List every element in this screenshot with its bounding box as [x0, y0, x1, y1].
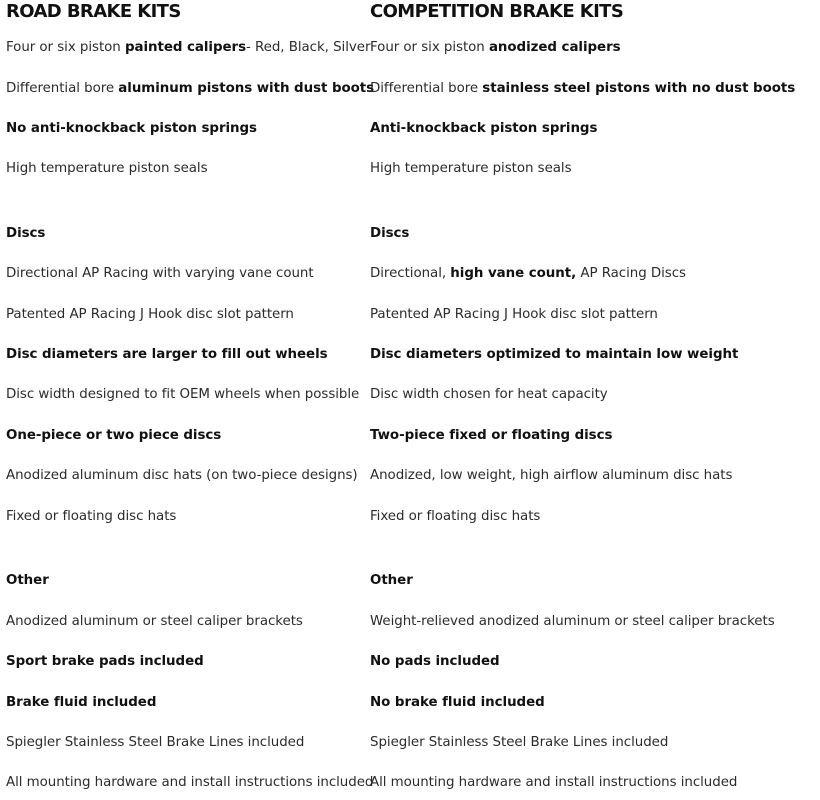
competition-other-heading: Other [370, 573, 413, 588]
competition-pads-item: No pads included [370, 654, 500, 669]
competition-directional-item [370, 265, 686, 283]
competition-pistons-bold: stainless steel pistons with no dust boots [482, 81, 796, 96]
road-hats-item: Anodized aluminum disc hats (on two-piece designs) [6, 468, 358, 483]
competition-column-heading: COMPETITION BRAKE KITS [370, 1, 624, 22]
road-column-heading: ROAD BRAKE KITS [6, 1, 181, 22]
competition-width-item: Disc width chosen for heat capacity [370, 387, 608, 402]
competition-springs-item: Anti-knockback piston springs [370, 121, 598, 136]
road-discs-heading: Discs [6, 226, 46, 241]
road-fixed-item: Fixed or floating disc hats [6, 509, 177, 524]
road-calipers-bold: painted calipers [124, 40, 247, 55]
competition-directional-pre: Directional, [370, 266, 451, 281]
road-brackets-item: Anodized aluminum or steel caliper brackets [6, 614, 303, 629]
road-fluid-item: Brake fluid included [6, 695, 157, 710]
competition-brackets-item: Weight-relieved anodized aluminum or steel caliper brackets [370, 614, 775, 629]
road-pads-item: Sport brake pads included [6, 654, 204, 669]
competition-fluid-item: No brake fluid included [370, 695, 545, 710]
road-pistons-bold: aluminum pistons with dust boots [118, 81, 375, 96]
competition-directional-post: AP Racing Discs [576, 266, 686, 281]
competition-hats-item: Anodized, low weight, high airflow aluminum disc hats [370, 468, 733, 483]
competition-pistons-pre: Differential bore [370, 81, 483, 96]
competition-diameters-item: Disc diameters optimized to maintain low weight [370, 347, 739, 362]
road-calipers-post: - Red, Black, Silver [246, 40, 371, 55]
road-piece-item: One-piece or two piece discs [6, 428, 222, 443]
competition-calipers-pre: Four or six piston [370, 40, 489, 55]
competition-slot-item: Patented AP Racing J Hook disc slot pattern [370, 307, 658, 322]
road-pistons-pre: Differential bore [6, 81, 119, 96]
road-pistons-item [6, 80, 374, 98]
competition-seals-item: High temperature piston seals [370, 161, 572, 176]
road-hardware-item: All mounting hardware and install instructions included [6, 775, 374, 790]
competition-calipers-bold: anodized calipers [488, 40, 621, 55]
competition-directional-bold: high vane count, [450, 266, 577, 281]
competition-calipers-item [370, 39, 621, 57]
road-seals-item: High temperature piston seals [6, 161, 208, 176]
road-springs-item: No anti-knockback piston springs [6, 121, 257, 136]
competition-piece-item: Two-piece fixed or floating discs [370, 428, 613, 443]
road-other-heading: Other [6, 573, 49, 588]
road-diameters-item: Disc diameters are larger to fill out wheels [6, 347, 328, 362]
road-slot-item: Patented AP Racing J Hook disc slot pattern [6, 307, 294, 322]
road-calipers-pre: Four or six piston [6, 40, 125, 55]
road-width-item: Disc width designed to fit OEM wheels when possible [6, 387, 360, 402]
road-directional-item: Directional AP Racing with varying vane count [6, 266, 314, 281]
competition-discs-heading: Discs [370, 226, 410, 241]
competition-pistons-item [370, 80, 795, 98]
road-lines-item: Spiegler Stainless Steel Brake Lines included [6, 735, 305, 750]
competition-lines-item: Spiegler Stainless Steel Brake Lines included [370, 735, 669, 750]
road-calipers-item [6, 39, 370, 57]
competition-hardware-item: All mounting hardware and install instructions included [370, 775, 738, 790]
competition-fixed-item: Fixed or floating disc hats [370, 509, 541, 524]
